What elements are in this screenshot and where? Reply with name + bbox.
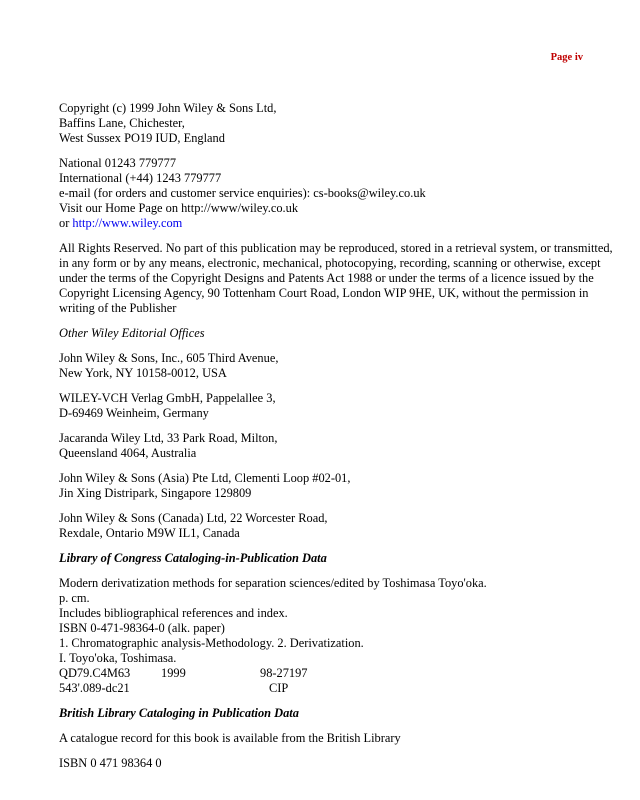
office-address bbox=[59, 511, 619, 541]
loc-cataloging-block bbox=[59, 576, 619, 696]
office-line: John Wiley & Sons (Canada) Ltd, 22 Worcester Road, bbox=[59, 511, 328, 525]
loc-line: Modern derivatization methods for separation sciences/edited by Toshimasa Toyo'oka. bbox=[59, 576, 487, 590]
isbn-line: ISBN 0 471 98364 0 bbox=[59, 756, 162, 770]
lccn: 98-27197 bbox=[260, 666, 308, 680]
british-text: A catalogue record for this book is available from the British Library bbox=[59, 731, 401, 745]
international-phone: International (+44) 1243 779777 bbox=[59, 171, 222, 185]
loc-line: ISBN 0-471-98364-0 (alk. paper) bbox=[59, 621, 225, 635]
office-line: WILEY-VCH Verlag GmbH, Pappelallee 3, bbox=[59, 391, 276, 405]
office-line: John Wiley & Sons (Asia) Pte Ltd, Clementi Loop #02-01, bbox=[59, 471, 351, 485]
or-prefix: or bbox=[59, 216, 73, 230]
loc-line: p. cm. bbox=[59, 591, 90, 605]
cip-row bbox=[59, 666, 619, 681]
alt-url-line bbox=[59, 216, 619, 231]
loc-line: 1. Chromatographic analysis-Methodology. 2. Derivatization. bbox=[59, 636, 364, 650]
office-line: Jin Xing Distripark, Singapore 129809 bbox=[59, 486, 252, 500]
office-line: Jacaranda Wiley Ltd, 33 Park Road, Milton, bbox=[59, 431, 278, 445]
office-line: Queensland 4064, Australia bbox=[59, 446, 197, 460]
office-line: New York, NY 10158-0012, USA bbox=[59, 366, 227, 380]
page-number: Page iv bbox=[550, 52, 583, 63]
copyright-page bbox=[59, 101, 619, 781]
copyright-line: Copyright (c) 1999 John Wiley & Sons Ltd, bbox=[59, 101, 277, 115]
office-address bbox=[59, 391, 619, 421]
national-phone: National 01243 779777 bbox=[59, 156, 177, 170]
dewey-number: 543'.089-dc21 bbox=[59, 681, 130, 695]
copyright-block bbox=[59, 101, 619, 146]
homepage-line: Visit our Home Page on http://www/wiley.co.uk bbox=[59, 201, 299, 215]
cip-label: CIP bbox=[269, 681, 289, 695]
email-line: e-mail (for orders and customer service enquiries): cs-books@wiley.co.uk bbox=[59, 186, 426, 200]
loc-line: I. Toyo'oka, Toshimasa. bbox=[59, 651, 177, 665]
contact-block bbox=[59, 156, 619, 231]
call-number: QD79.C4M63 bbox=[59, 666, 131, 680]
cip-row bbox=[59, 681, 619, 696]
british-heading: British Library Cataloging in Publication Data bbox=[59, 706, 299, 720]
office-address bbox=[59, 351, 619, 381]
address-line: Baffins Lane, Chichester, bbox=[59, 116, 185, 130]
office-address bbox=[59, 471, 619, 501]
office-line: Rexdale, Ontario M9W IL1, Canada bbox=[59, 526, 240, 540]
rights-paragraph: All Rights Reserved. No part of this publication may be reproduced, stored in a retrieval system, or transmitted, in any form or by any means, electronic, mechanical, photocopying, recording, scanning or otherwise, except under the terms of the Copyright Designs and Patents Act 1988 or under the terms of a licence issued by the Copyright Licensing Agency, 90 Tottenham Court Road, London WIP 9HE, UK, without the permission in writing of the Publisher bbox=[59, 241, 613, 315]
offices-heading: Other Wiley Editorial Offices bbox=[59, 326, 205, 340]
office-address bbox=[59, 431, 619, 461]
office-line: John Wiley & Sons, Inc., 605 Third Avenue, bbox=[59, 351, 279, 365]
address-line: West Sussex PO19 IUD, England bbox=[59, 131, 225, 145]
office-line: D-69469 Weinheim, Germany bbox=[59, 406, 209, 420]
loc-line: Includes bibliographical references and index. bbox=[59, 606, 288, 620]
loc-heading: Library of Congress Cataloging-in-Publication Data bbox=[59, 551, 327, 565]
pub-year: 1999 bbox=[161, 666, 186, 680]
wiley-link[interactable]: http://www.wiley.com bbox=[72, 216, 183, 230]
